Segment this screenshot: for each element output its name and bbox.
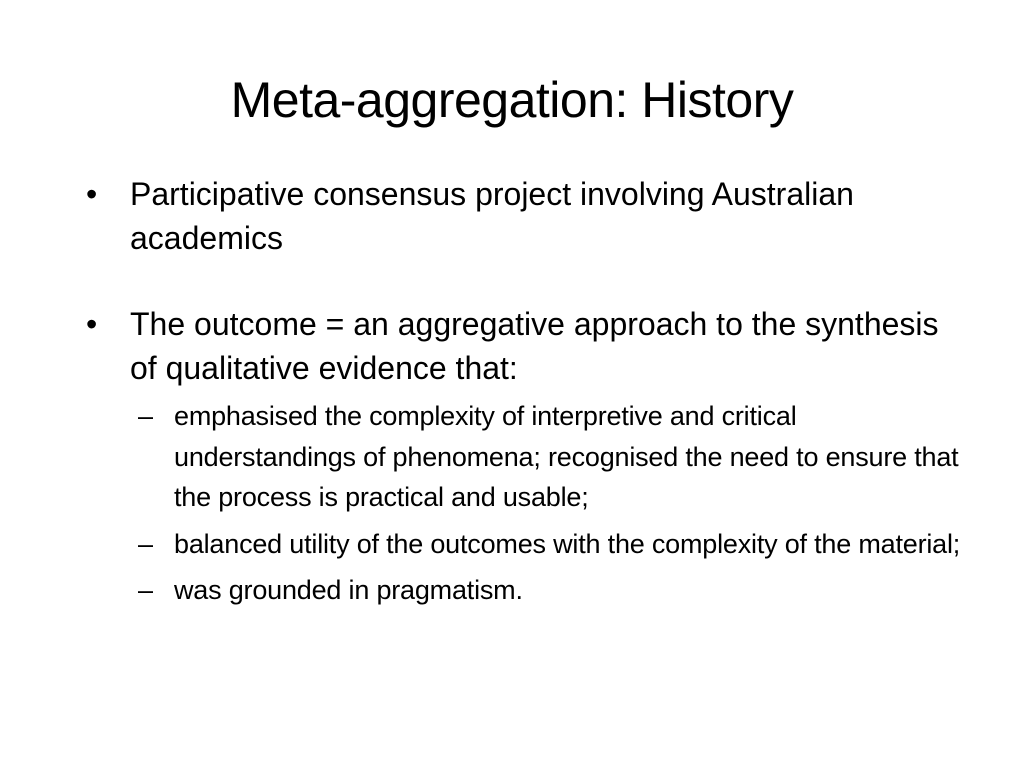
bullet-list bbox=[84, 172, 964, 611]
sub-bullet-text: was grounded in pragmatism. bbox=[174, 575, 523, 605]
bullet-dot-icon: • bbox=[86, 176, 98, 212]
slide-title: Meta-aggregation: History bbox=[230, 72, 794, 128]
dash-icon: – bbox=[138, 528, 153, 559]
sub-bullet-text: emphasised the complexity of interpretive and critical understandings of phenomena; recognised the need to ensure that the process is practical and usable; bbox=[174, 401, 959, 512]
sub-bullet-item bbox=[130, 524, 964, 565]
sub-bullet-item bbox=[130, 396, 964, 518]
bullet-text: Participative consensus project involving Australian academics bbox=[130, 176, 854, 256]
sub-bullet-text: balanced utility of the outcomes with the complexity of the material; bbox=[174, 528, 961, 559]
bullet-item bbox=[84, 302, 964, 611]
dash-icon: – bbox=[138, 575, 153, 605]
sub-bullet-list bbox=[130, 396, 964, 611]
bullet-dot-icon: • bbox=[86, 306, 98, 342]
bullet-item bbox=[84, 172, 964, 260]
dash-icon: – bbox=[138, 401, 153, 431]
sub-bullet-item bbox=[130, 570, 964, 611]
bullet-text: The outcome = an aggregative approach to the synthesis of qualitative evidence that: bbox=[130, 306, 939, 386]
